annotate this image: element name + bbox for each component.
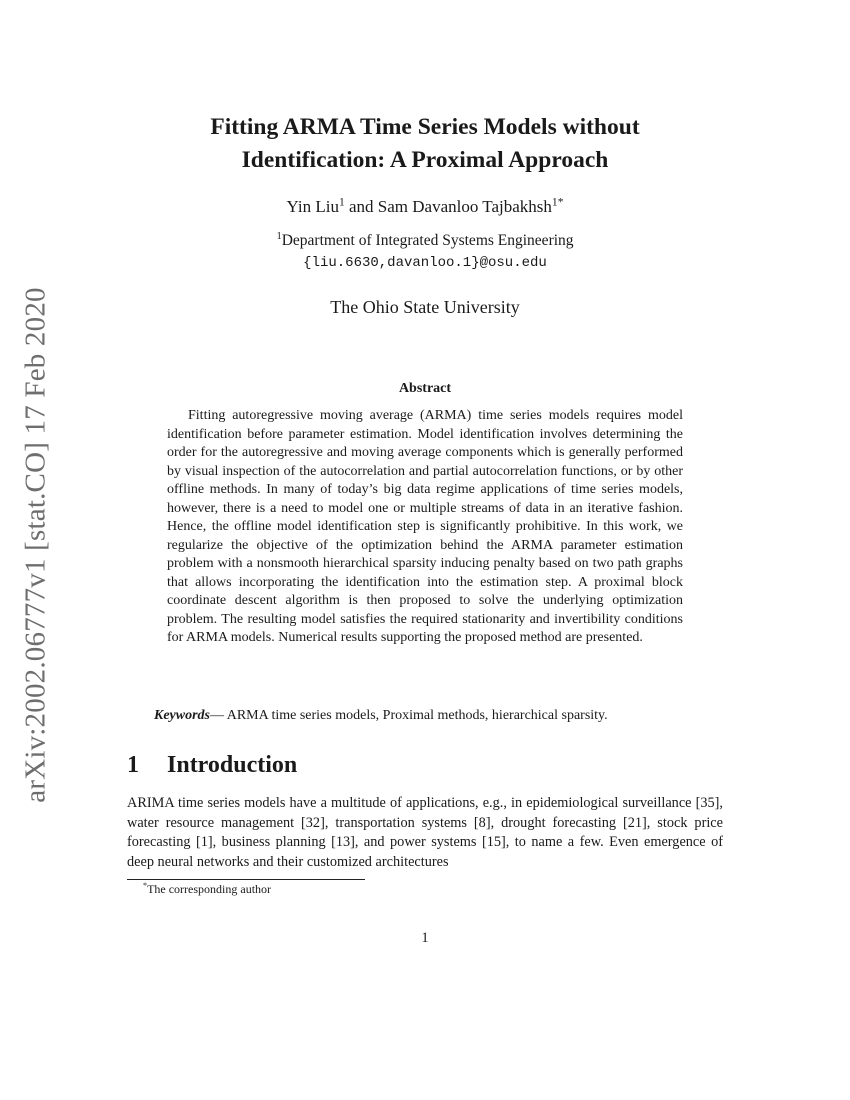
affiliation-mark: 1 [276, 230, 282, 242]
abstract-body: Fitting autoregressive moving average (ARMA) time series models requires model identification before parameter estimation. Model identification involves determining the order for the autoregressive and moving average components which is generally performed by visual inspection of the autocorrelation and partial autocorrelation functions, or by other offline methods. In many of today’s big data regime applications of time series models, however, there is a need to model one or multiple streams of data in an iterative fashion. Hence, the offline model identification step is significantly prohibitive. In this work, we regularize the objective of the optimization behind the ARMA parameter estimation problem with a nonsmooth hierarchical sparsity inducing penalty based on two path graphs that allows incorporating the identification into the estimation step. A proximal block coordinate descent algorithm is then proposed to solve the underlying optimization problem. The resulting model satisfies the required stationarity and invertibility conditions for ARMA models. Numerical results supporting the proposed method are presented. [167, 408, 683, 645]
author-1: Yin Liu [286, 197, 339, 216]
affiliation-block [125, 230, 725, 274]
section-title: Introduction [167, 752, 298, 778]
author-1-affiliation-mark: 1 [338, 195, 345, 209]
author-list [125, 197, 725, 217]
author-2: Sam Davanloo Tajbakhsh [377, 197, 552, 216]
authors-conjunction: and [344, 197, 378, 216]
title-line-2: Identification: A Proximal Approach [241, 147, 609, 173]
section-heading-introduction [127, 752, 297, 779]
university-name: The Ohio State University [330, 297, 520, 317]
footnote-mark: * [143, 881, 148, 890]
section-number: 1 [127, 752, 139, 778]
abstract-heading: Abstract [398, 381, 452, 396]
introduction-paragraph: ARIMA time series models have a multitude of applications, e.g., in epidemiological surveillance [35], water resource management [32], transportation systems [8], drought forecasting [21], stock price forecasting [1], business planning [13], and power systems [15], to name a few. Even emergence of deep neural networks and their customized architectures [127, 795, 723, 870]
footnote-text: The corresponding author [147, 882, 272, 896]
keywords-line [154, 708, 714, 724]
title-line-1: Fitting ARMA Time Series Models without [210, 114, 640, 140]
footnote-divider [127, 879, 365, 880]
author-2-affiliation-mark: 1* [551, 195, 564, 209]
affiliation-department: Department of Integrated Systems Engineering [281, 232, 574, 249]
paper-title [125, 111, 725, 177]
arxiv-identifier-stamp: arXiv:2002.06777v1 [stat.CO] 17 Feb 2020 [19, 287, 52, 803]
affiliation-line [125, 230, 725, 252]
footnote [143, 882, 271, 897]
keywords-list: — ARMA time series models, Proximal methods, hierarchical sparsity. [210, 708, 608, 723]
keywords-label: Keywords [154, 708, 210, 723]
author-email: {liu.6630,davanloo.1}@osu.edu [303, 255, 547, 271]
page-number: 1 [421, 930, 429, 946]
